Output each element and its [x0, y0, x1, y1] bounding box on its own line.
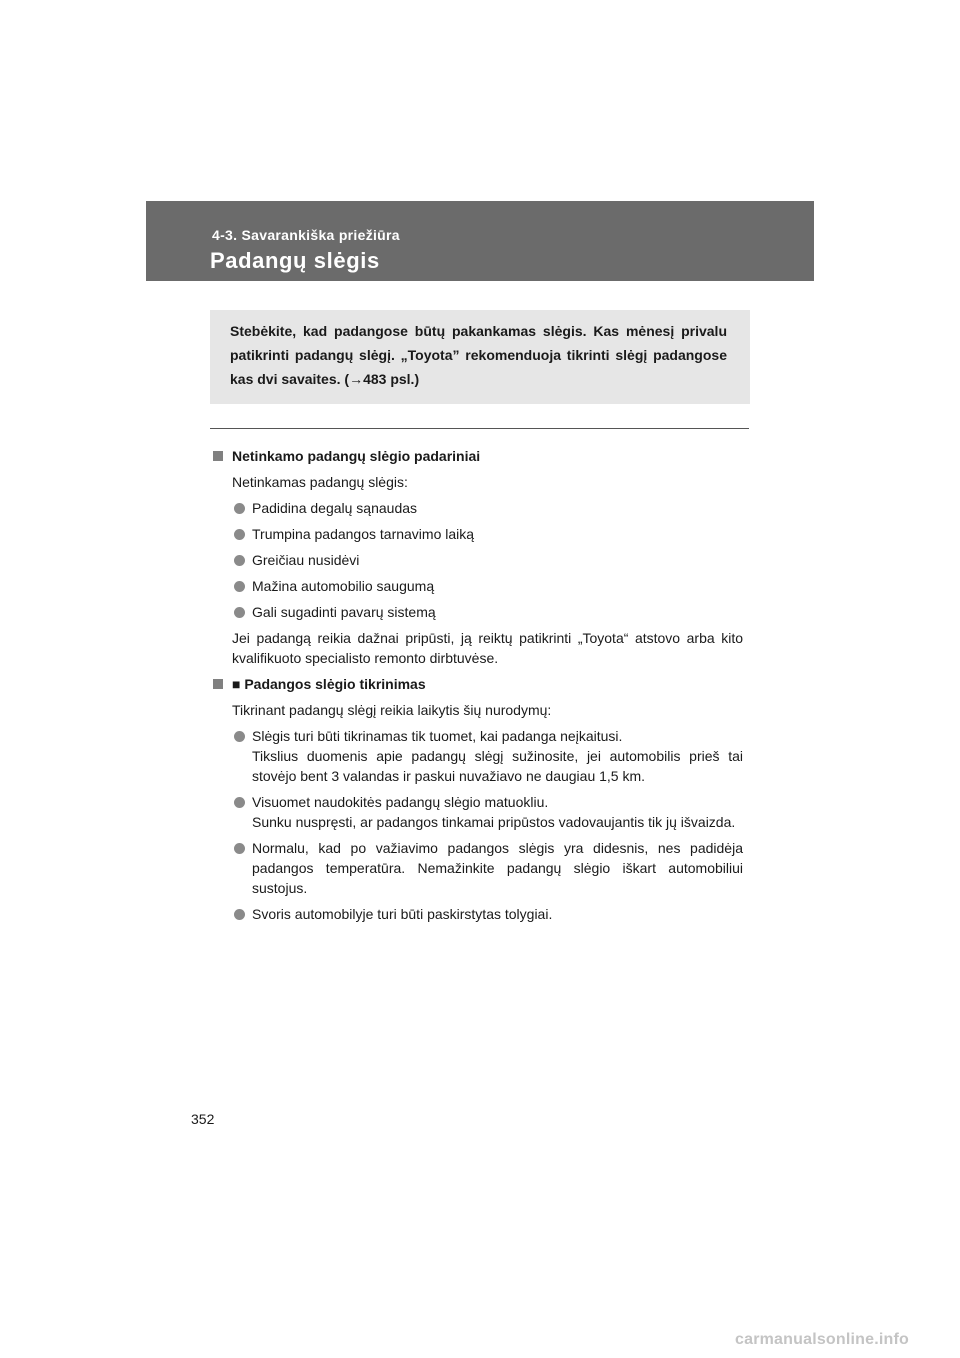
square-bullet-icon — [213, 451, 223, 461]
note-text: Jei padangą reikia dažnai pripūsti, ją reiktų patikrinti „Toyota“ atstovo arba kito kvalifikuoto specialisto remonto dirbtuvėse. — [232, 630, 743, 666]
round-bullet-icon — [234, 843, 245, 854]
round-bullet-icon — [234, 731, 245, 742]
heading-pressure-check: ■ Padangos slėgio tikrinimas — [210, 674, 743, 694]
section-header-band — [146, 201, 814, 281]
round-bullet-icon — [234, 503, 245, 514]
list-item: Padidina degalų sąnaudas — [232, 498, 743, 518]
list-item: Visuomet naudokitės padangų slėgio matuokliu. Sunku nuspręsti, ar padangos tinkamai pripūstos vadovaujantis tik jų išvaizda. — [232, 792, 743, 832]
list-item: Gali sugadinti pavarų sistemą — [232, 602, 743, 622]
watermark: carmanualsonline.info — [735, 1331, 910, 1348]
round-bullet-icon — [234, 797, 245, 808]
round-bullet-icon — [234, 555, 245, 566]
page-number: 352 — [191, 1111, 215, 1127]
round-bullet-icon — [234, 607, 245, 618]
intro-text: Stebėkite, kad padangose būtų pakankamas slėgis. Kas mėnesį privalu patikrinti padangų slėgį. „Toyota” rekomenduoja tikrinti slėgį padangose kas dvi savaites. (→483 psl.) — [230, 323, 727, 387]
lead-text: Tikrinant padangų slėgį reikia laikytis šių nurodymų: — [232, 702, 552, 718]
lead-text: Netinkamas padangų slėgis: — [232, 474, 408, 490]
main-content — [210, 446, 743, 930]
square-bullet-icon — [213, 679, 223, 689]
list-item: Svoris automobilyje turi būti paskirstytas tolygiai. — [232, 904, 743, 924]
page-title: Padangų slėgis — [210, 248, 380, 273]
section-label: 4-3. Savarankiška priežiūra — [212, 227, 400, 243]
arrow-icon: → — [349, 371, 364, 387]
list-item: Normalu, kad po važiavimo padangos slėgis yra didesnis, nes padidėja padangos temperatūra. Nemažinkite padangų slėgio iškart automobiliui sustojus. — [232, 838, 743, 898]
list-item: Trumpina padangos tarnavimo laiką — [232, 524, 743, 544]
list-item: Greičiau nusidėvi — [232, 550, 743, 570]
list-item: Mažina automobilio saugumą — [232, 576, 743, 596]
section-divider — [210, 428, 749, 429]
round-bullet-icon — [234, 529, 245, 540]
list-item: Slėgis turi būti tikrinamas tik tuomet, kai padanga neįkaitusi. Tikslius duomenis apie padangų slėgį sužinosite, jei automobilis prieš tai stovėjo bent 3 valandas ir paskui nuvažiavo ne daugiau 1,5 km. — [232, 726, 743, 786]
intro-box — [210, 310, 750, 404]
round-bullet-icon — [234, 581, 245, 592]
round-bullet-icon — [234, 909, 245, 920]
heading-improper-pressure: Netinkamo padangų slėgio padariniai — [210, 446, 743, 466]
